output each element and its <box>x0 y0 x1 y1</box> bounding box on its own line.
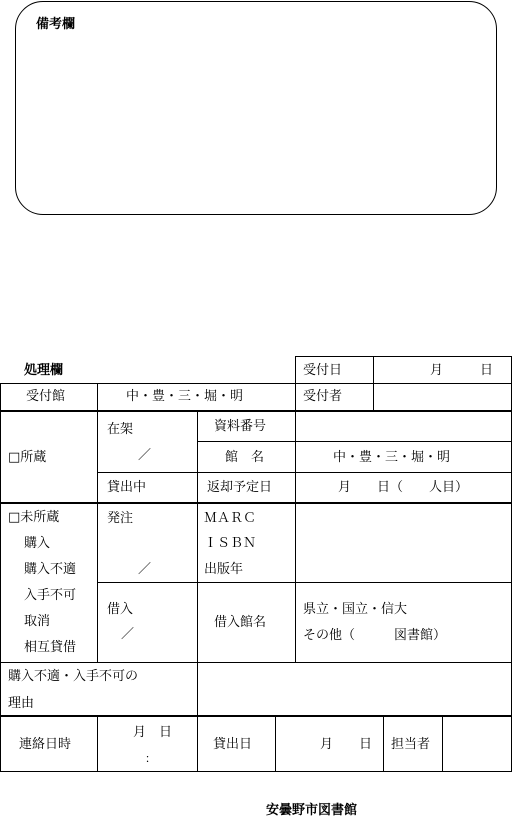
remarks-box <box>15 1 497 215</box>
contact-time-colon: ： <box>145 752 156 765</box>
reason-label-line2: 理由 <box>8 696 35 711</box>
borrow-library-line1: 県立・国立・信大 <box>303 602 408 617</box>
option-interlibrary-loan: 相互貸借 <box>24 640 77 655</box>
on-shelf-label: 在架 <box>107 422 134 437</box>
return-date-value: 月 日（ 人目） <box>338 480 469 495</box>
on-loan-label: 貸出中 <box>107 480 147 495</box>
staff-label: 担当者 <box>391 737 431 752</box>
lending-date-label: 貸出日 <box>213 737 253 752</box>
option-unobtainable: 入手不可 <box>24 588 77 603</box>
remarks-title: 備考欄 <box>36 17 76 32</box>
publish-year-label: 出版年 <box>204 562 244 577</box>
borrow-slash: ／ <box>121 627 135 642</box>
borrow-label: 借入 <box>107 602 134 617</box>
reason-label-line1: 購入不適・入手不可の <box>8 669 139 684</box>
order-slash: ／ <box>138 562 152 577</box>
marc-label: ＭＡＲＣ <box>204 511 257 526</box>
owned-checkbox-label: □所蔵 <box>8 450 47 465</box>
option-purchase: 購入 <box>24 536 51 551</box>
receiver-label: 受付者 <box>303 389 343 404</box>
order-label: 発注 <box>107 511 134 526</box>
borrow-library-label: 借入館名 <box>214 615 267 630</box>
received-branch-label: 受付館 <box>26 389 66 404</box>
contact-datetime-label: 連絡日時 <box>19 737 72 752</box>
library-name-options: 中・豊・三・堀・明 <box>333 450 451 465</box>
material-number-label: 資料番号 <box>214 419 267 434</box>
borrow-library-line2: その他（ 図書館） <box>303 628 447 643</box>
lending-month-day: 月 日 <box>320 737 373 752</box>
received-day-label: 日 <box>480 363 494 378</box>
not-owned-checkbox-label: □未所蔵 <box>8 510 60 525</box>
received-branch-options: 中・豊・三・堀・明 <box>126 389 244 404</box>
isbn-label: ＩＳＢＮ <box>204 536 257 551</box>
received-date-label: 受付日 <box>303 363 343 378</box>
option-purchase-unsuitable: 購入不適 <box>24 562 77 577</box>
received-month-label: 月 <box>430 363 444 378</box>
option-cancel: 取消 <box>24 614 51 629</box>
return-date-label: 返却予定日 <box>207 480 273 495</box>
library-name-footer: 安曇野市図書館 <box>266 803 358 818</box>
on-shelf-slash: ／ <box>138 448 152 463</box>
contact-month-day: 月 日 <box>133 725 173 740</box>
processing-title: 処理欄 <box>24 363 64 378</box>
library-name-label: 館 名 <box>225 450 265 465</box>
